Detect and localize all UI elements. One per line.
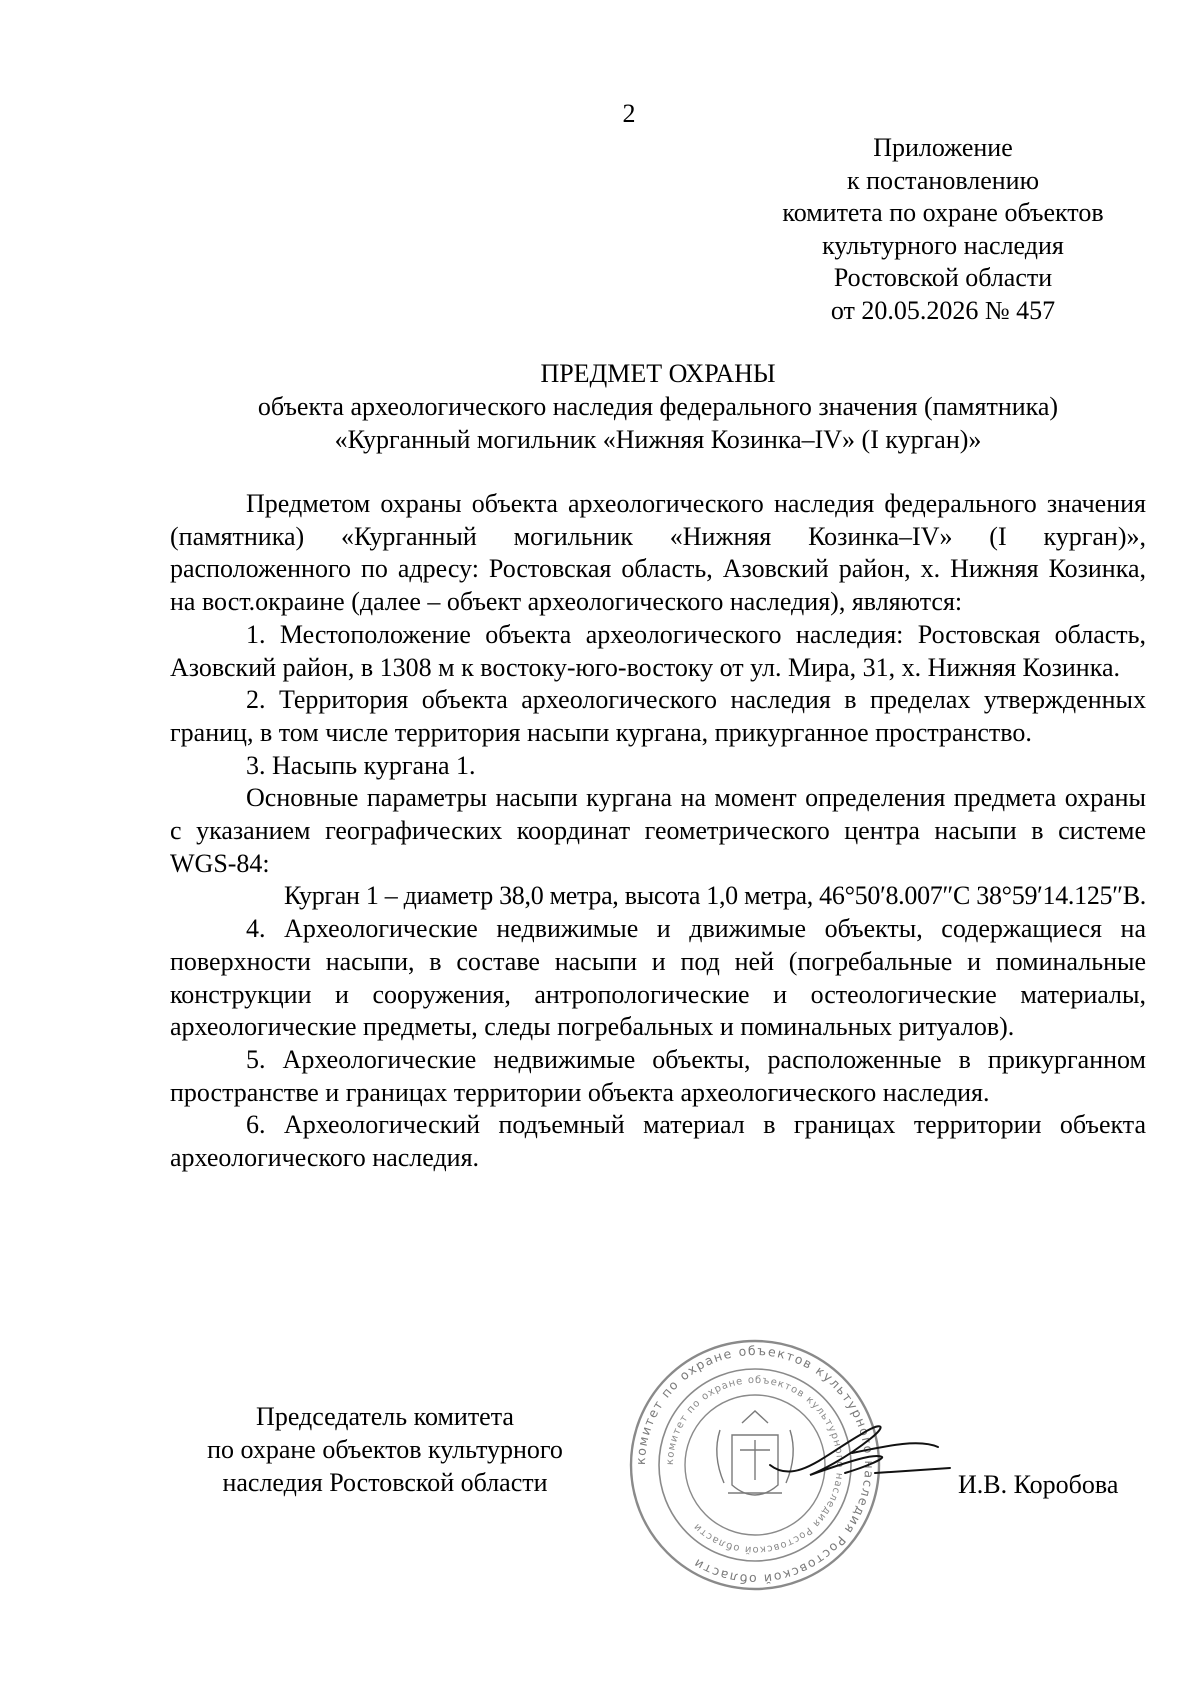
item-6-paragraph: 6. Археологический подъемный материал в границах территории объекта археологического наследия.	[170, 1110, 1146, 1173]
item-4-paragraph: 4. Археологические недвижимые и движимые объекты, содержащиеся на поверхности насыпи, в составе насыпи и под ней (погребальные и поминальные конструкции и сооружения, антропологические и остеологические материалы, археологические предметы, следы погребальных и поминальных ритуалов).	[170, 914, 1146, 1042]
document-heading	[170, 357, 1146, 456]
signatory-name: И.В. Коробова	[958, 1470, 1119, 1499]
signatory-position	[170, 1400, 600, 1499]
appendix-block	[743, 132, 1143, 327]
item-1-paragraph: 1. Местоположение объекта археологического наследия: Ростовская область, Азовский район, в 1308 м к востоку-юго-востоку от ул. Мира, 31, х. Нижняя Козинка.	[170, 619, 1146, 682]
item-5-paragraph: 5. Археологические недвижимые объекты, расположенные в прикурганном пространстве и границах территории объекта археологического наследия.	[170, 1044, 1146, 1107]
signatory-position-line: по охране объектов культурного	[207, 1435, 563, 1464]
appendix-date-line: от 20.05.2026 № 457	[830, 295, 1056, 325]
item-3-paragraph: 3. Насыпь кургана 1.	[246, 750, 476, 780]
coat-of-arms-icon	[717, 1411, 793, 1495]
stamp-inner-text: комитет по охране объектов культурного наследия Ростовской области	[664, 1374, 846, 1556]
parameters-paragraph: Основные параметры насыпи кургана на момент определения предмета охраны с указанием географических координат геометрического центра насыпи в системе WGS-84:	[170, 783, 1146, 878]
page-number: 2	[622, 99, 636, 128]
appendix-line: комитета по охране объектов	[782, 198, 1104, 227]
signatory-position-line: Председатель комитета	[256, 1402, 514, 1431]
intro-paragraph: Предметом охраны объекта археологического наследия федерального значения (памятника) «Курганный могильник «Нижняя Козинка–IV» (I курган)», расположенного по адресу: Ростовская область, Азовский район, х. Нижняя Козинка, на вост.окраине (далее – объект археологического наследия), являются:	[170, 489, 1146, 617]
document-subtitle: объекта археологического наследия федерального значения (памятника)	[257, 392, 1059, 421]
appendix-line: к постановлению	[846, 165, 1040, 195]
appendix-line: Ростовской области	[833, 263, 1053, 292]
stamp-outer-text: комитет по охране объектов культурного наследия Ростовской области	[632, 1342, 878, 1588]
appendix-line: Приложение	[873, 133, 1013, 162]
official-stamp	[620, 1335, 960, 1595]
document-body	[170, 488, 1146, 1175]
signatory-position-line: наследия Ростовской области	[222, 1468, 548, 1497]
kurgan-coordinates: Курган 1 – диаметр 38,0 метра, высота 1,0 метра, 46°50′8.007″С 38°59′14.125″В.	[283, 881, 1146, 911]
item-2-paragraph: 2. Территория объекта археологического наследия в пределах утвержденных границ, в том числе территория насыпи кургана, прикурганное пространство.	[170, 685, 1146, 747]
object-name: «Курганный могильник «Нижняя Козинка–IV» (I курган)»	[334, 425, 982, 454]
document-title: ПРЕДМЕТ ОХРАНЫ	[540, 359, 776, 388]
appendix-line: культурного наследия	[822, 230, 1064, 260]
